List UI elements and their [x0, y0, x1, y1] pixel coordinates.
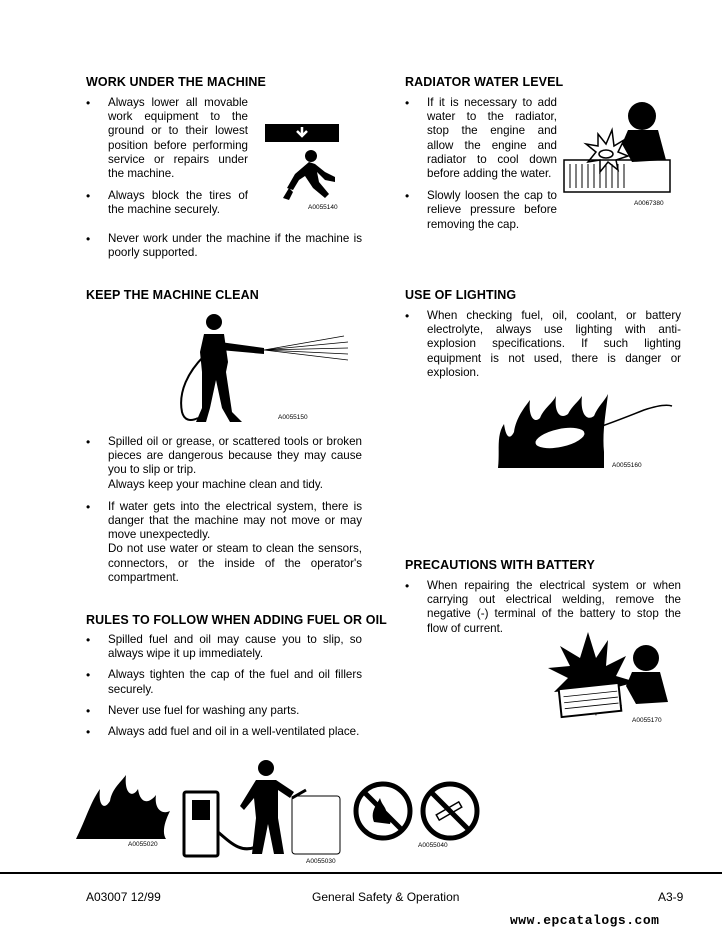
list-item: • Slowly loosen the cap to relieve pressure before removing the cap. — [405, 189, 557, 232]
radiator-hazard-icon — [562, 100, 672, 204]
figure-work-under-machine — [265, 122, 365, 214]
figure-code: A0055040 — [418, 842, 448, 849]
paragraph: Always keep your machine clean and tidy. — [108, 477, 324, 491]
fuel-oil-list — [86, 633, 362, 739]
list-item: • If it is necessary to add water to the radiator, stop the engine and allow the engine and radiator to cool down before adding the water. — [405, 96, 557, 181]
no-open-flame-icon — [352, 780, 482, 842]
work-under-list-a — [86, 96, 248, 218]
lighting-list — [405, 309, 681, 380]
heading-fuel-oil-rules: RULES TO FOLLOW WHEN ADDING FUEL OR OIL — [86, 613, 387, 627]
heading-work-under-machine: WORK UNDER THE MACHINE — [86, 75, 266, 89]
list-item: • When repairing the electrical system or when carrying out electrical welding, remove the negative (-) terminal of the battery to stop the flow of current. — [405, 579, 681, 636]
paragraph: If water gets into the electrical system, there is danger that the machine may not move or may move unexpectedly. — [108, 499, 362, 542]
crush-hazard-icon — [265, 122, 365, 214]
list-item: • Always lower all movable work equipment to the ground or to their lowest position before performing service or repairs under the machine. — [86, 96, 248, 181]
figure-code: A0055160 — [612, 462, 642, 469]
figure-battery — [536, 632, 672, 728]
figure-code: A0055030 — [306, 858, 336, 865]
work-under-list-b — [86, 232, 362, 260]
figure-code: A0055150 — [278, 414, 308, 421]
list-item: • Always add fuel and oil in a well-ventilated place. — [86, 725, 362, 739]
fire-icon — [76, 775, 172, 849]
figure-code: A0067380 — [634, 200, 664, 207]
list-item: • Never use fuel for washing any parts. — [86, 704, 362, 718]
figure-code: A0055170 — [632, 717, 662, 724]
figure-prohibition-signs — [352, 780, 482, 850]
keep-clean-list — [86, 435, 362, 585]
lamp-fire-icon — [494, 392, 674, 468]
figure-refueling — [182, 758, 342, 866]
battery-explosion-icon — [536, 632, 672, 722]
list-item — [86, 500, 362, 585]
figure-radiator — [562, 100, 672, 210]
pressure-washer-icon — [168, 312, 348, 426]
figure-code: A0055020 — [128, 841, 158, 848]
list-item: • Spilled fuel and oil may cause you to slip, so always wipe it up immediately. — [86, 633, 362, 661]
heading-keep-machine-clean: KEEP THE MACHINE CLEAN — [86, 288, 259, 302]
list-item: • When checking fuel, oil, coolant, or battery electrolyte, always use lighting with anti-explosion specifications. If such lighting equipment is not used, there is danger or explosion. — [405, 309, 681, 380]
list-item: • Always tighten the cap of the fuel and oil fillers securely. — [86, 668, 362, 696]
paragraph: Spilled oil or grease, or scattered tools or broken pieces are dangerous because they may cause you to slip or trip. — [108, 435, 362, 477]
battery-list — [405, 579, 681, 636]
footer-section-title: General Safety & Operation — [312, 890, 460, 904]
fuel-pump-icon — [182, 758, 342, 866]
watermark-url: www.epcatalogs.com — [510, 913, 660, 928]
list-item: • Always block the tires of the machine securely. — [86, 189, 248, 217]
figure-code: A0055140 — [308, 204, 338, 211]
footer-rule — [0, 872, 722, 874]
footer-page-number: A3-9 — [658, 890, 684, 904]
figure-lighting — [494, 392, 674, 472]
list-item: • Never work under the machine if the machine is poorly supported. — [86, 232, 362, 260]
footer-doc-code: A03007 12/99 — [86, 890, 161, 904]
list-item — [86, 435, 362, 492]
figure-pressure-washing — [168, 312, 348, 426]
paragraph: Do not use water or steam to clean the sensors, connectors, or the inside of the operator's compartment. — [108, 542, 362, 584]
radiator-list — [405, 96, 557, 232]
heading-battery-precautions: PRECAUTIONS WITH BATTERY — [405, 558, 595, 572]
figure-flames — [76, 775, 172, 849]
heading-radiator-water-level: RADIATOR WATER LEVEL — [405, 75, 564, 89]
heading-use-of-lighting: USE OF LIGHTING — [405, 288, 517, 302]
